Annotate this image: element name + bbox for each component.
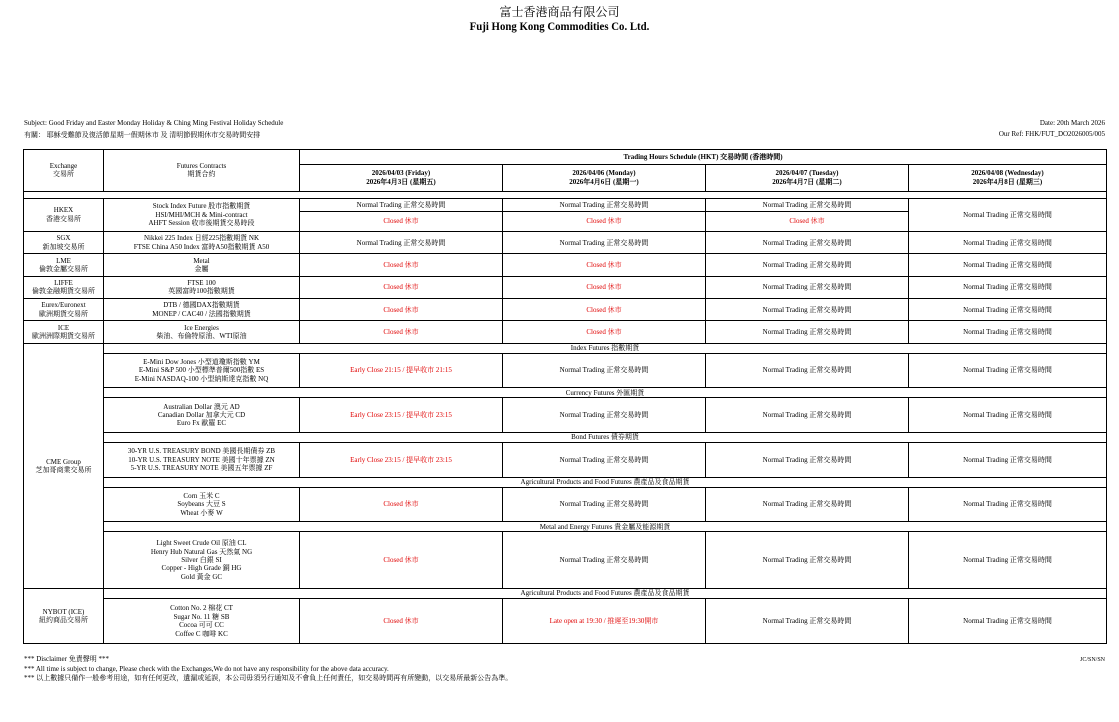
status-liffe-tue: Normal Trading 正常交易時間 [706,276,909,298]
status-lme-wed: Normal Trading 正常交易時間 [909,254,1107,276]
exchange-eurex: Eurex/Euronext 歐洲期貨交易所 [24,299,104,321]
section-row-cme-bond [24,432,1107,442]
exchange-lme: LME 倫敦金屬交易所 [24,254,104,276]
exchange-nybot: NYBOT (ICE) 紐約商品交易所 [24,589,104,644]
section-title: Index Futures 指數期貨 [104,343,1107,353]
section-title: Metal and Energy Futures 貴金屬及能源期貨 [104,522,1107,532]
status-lme-tue: Normal Trading 正常交易時間 [706,254,909,276]
contracts-nybot: Cotton No. 2 棉花 CT Sugar No. 11 糖 SB Cocoa 可可 CC Coffee C 咖啡 KC [104,599,300,644]
status-cme-bond-tue: Normal Trading 正常交易時間 [706,443,909,477]
day-header-tue: 2026/04/07 (Tuesday) 2026年4月7日 (星期二) [706,165,909,191]
contracts-cme-index: E-Mini Dow Jones 小型道瓊斯指數 YM E-Mini S&P 500 小型標準普爾500指數 ES E-Mini NASDAQ-100 小型納斯達克指數 NQ [104,353,300,387]
status-nybot-fri: Closed 休市 [300,599,503,644]
table-row-cme-agri [24,487,1107,521]
table-row-eurex [24,299,1107,321]
contracts-hkex: Stock Index Future 股市指數期貨 HSI/MHI/MCH & Mini-contract AHFT Session 收市後期貨交易時段 [104,198,300,231]
table-row-liffe [24,276,1107,298]
section-row-cme-index [24,343,1107,353]
subject-cn: 有關： 耶穌受難節及復活節星期一假期休市 及 清明節假期休市交易時間安排 [24,131,261,139]
section-row-cme-currency [24,388,1107,398]
disclaimer-en: *** All time is subject to change, Please check with the Exchanges,We do not have any responsibility for the above data accuracy. [24,664,389,673]
contracts-liffe: FTSE 100 英國富時100指數期貨 [104,276,300,298]
status-hkex-tue-normal: Normal Trading 正常交易時間 [706,198,909,211]
status-eurex-fri: Closed 休市 [300,299,503,321]
status-cme-currency-mon: Normal Trading 正常交易時間 [503,398,706,432]
document-date: Date: 20th March 2026 [1039,119,1105,127]
status-cme-index-mon: Normal Trading 正常交易時間 [503,353,706,387]
section-title: Currency Futures 外匯期貨 [104,388,1107,398]
contracts-cme-currency: Australian Dollar 澳元 AD Canadian Dollar 加拿大元 CD Euro Fx 歐羅 EC [104,398,300,432]
subject-en: Subject: Good Friday and Easter Monday Holiday & Ching Ming Festival Holiday Schedule [24,119,284,127]
table-row-sgx [24,232,1107,254]
section-row-cme-metal [24,522,1107,532]
status-hkex-mon-closed: Closed 休市 [503,211,706,231]
table-row-cme-currency [24,398,1107,432]
status-cme-agri-mon: Normal Trading 正常交易時間 [503,487,706,521]
status-cme-agri-tue: Normal Trading 正常交易時間 [706,487,909,521]
status-cme-currency-tue: Normal Trading 正常交易時間 [706,398,909,432]
exchange-liffe: LIFFE 倫敦金融期貨交易所 [24,276,104,298]
status-hkex-fri-normal: Normal Trading 正常交易時間 [300,198,503,211]
status-eurex-wed: Normal Trading 正常交易時間 [909,299,1107,321]
status-cme-currency-fri: Early Close 23:15 / 提早收市 23:15 [300,398,503,432]
schedule-header: Trading Hours Schedule (HKT) 交易時間 (香港時間) [300,150,1107,165]
status-nybot-wed: Normal Trading 正常交易時間 [909,599,1107,644]
exchange-ice: ICE 歐洲洲際期貨交易所 [24,321,104,343]
status-ice-wed: Normal Trading 正常交易時間 [909,321,1107,343]
contracts-cme-bond: 30-YR U.S. TREASURY BOND 美國長期債券 ZB 10-YR U.S. TREASURY NOTE 美國十年票據 ZN 5-YR U.S. TREASURY NOTE 美國五年票據 ZF [104,443,300,477]
status-ice-mon: Closed 休市 [503,321,706,343]
status-cme-bond-wed: Normal Trading 正常交易時間 [909,443,1107,477]
section-row-nybot [24,589,1107,599]
table-row-cme-index [24,353,1107,387]
status-sgx-mon: Normal Trading 正常交易時間 [503,232,706,254]
section-title: Agricultural Products and Food Futures 農產品及食品期貨 [104,589,1107,599]
section-title: Agricultural Products and Food Futures 農產品及食品期貨 [104,477,1107,487]
status-hkex-wed: Normal Trading 正常交易時間 [909,198,1107,231]
table-row-cme-metal [24,532,1107,589]
status-eurex-tue: Normal Trading 正常交易時間 [706,299,909,321]
table-row-cme-bond [24,443,1107,477]
status-cme-metal-tue: Normal Trading 正常交易時間 [706,532,909,589]
document-code: JC/SN/SN [1079,657,1105,663]
exchange-sgx: SGX 新加坡交易所 [24,232,104,254]
status-hkex-fri-closed: Closed 休市 [300,211,503,231]
status-cme-currency-wed: Normal Trading 正常交易時間 [909,398,1107,432]
exchange-hkex: HKEX 香港交易所 [24,198,104,231]
status-eurex-mon: Closed 休市 [503,299,706,321]
day-header-fri: 2026/04/03 (Friday) 2026年4月3日 (星期五) [300,165,503,191]
exchange-header: Exchange 交易所 [24,150,104,192]
status-nybot-tue: Normal Trading 正常交易時間 [706,599,909,644]
contracts-eurex: DTB / 德國DAX指數期貨 MONEP / CAC40 / 法國指數期貨 [104,299,300,321]
trading-schedule-table [23,149,1107,644]
contracts-header: Futures Contracts 期貨合約 [104,150,300,192]
status-lme-mon: Closed 休市 [503,254,706,276]
table-row-ice [24,321,1107,343]
contracts-cme-metal: Light Sweet Crude Oil 原油 CL Henry Hub Natural Gas 天然氣 NG Silver 白銀 SI Copper - High Grade 銅 HG Gold 黃金 GC [104,532,300,589]
status-cme-agri-fri: Closed 休市 [300,487,503,521]
contracts-lme: Metal 金屬 [104,254,300,276]
status-ice-tue: Normal Trading 正常交易時間 [706,321,909,343]
status-liffe-mon: Closed 休市 [503,276,706,298]
status-cme-metal-wed: Normal Trading 正常交易時間 [909,532,1107,589]
status-liffe-fri: Closed 休市 [300,276,503,298]
exchange-cme: CME Group 芝加哥商業交易所 [24,343,104,588]
status-sgx-wed: Normal Trading 正常交易時間 [909,232,1107,254]
status-hkex-mon-normal: Normal Trading 正常交易時間 [503,198,706,211]
contracts-sgx: Nikkei 225 Index 日經225指數期貨 NK FTSE China A50 Index 富時A50指數期貨 A50 [104,232,300,254]
status-cme-index-tue: Normal Trading 正常交易時間 [706,353,909,387]
company-name-cn: 富士香港商品有限公司 [499,5,620,19]
contracts-ice: Ice Energies 柴油、布倫特原油、WTI原油 [104,321,300,343]
status-cme-bond-fri: Early Close 23:15 / 提早收市 23:15 [300,443,503,477]
disclaimer-title: *** Disclaimer 免責聲明 *** [24,655,109,663]
status-hkex-tue-closed: Closed 休市 [706,211,909,231]
day-header-mon: 2026/04/06 (Monday) 2026年4月6日 (星期一) [503,165,706,191]
day-header-wed: 2026/04/08 (Wednesday) 2026年4月8日 (星期三) [909,165,1107,191]
spacer-row [24,191,1107,198]
status-cme-index-wed: Normal Trading 正常交易時間 [909,353,1107,387]
status-cme-index-fri: Early Close 21:15 / 提早收市 21:15 [300,353,503,387]
table-row-hkex [24,198,1107,211]
section-row-cme-agri [24,477,1107,487]
status-lme-fri: Closed 休市 [300,254,503,276]
status-cme-metal-mon: Normal Trading 正常交易時間 [503,532,706,589]
table-row-nybot [24,599,1107,644]
company-name-en: Fuji Hong Kong Commodities Co. Ltd. [469,19,650,33]
status-liffe-wed: Normal Trading 正常交易時間 [909,276,1107,298]
table-row-lme [24,254,1107,276]
contracts-cme-agri: Corn 玉米 C Soybeans 大豆 S Wheat 小麥 W [104,487,300,521]
status-nybot-mon: Late open at 19:30 / 推遲至19:30開市 [503,599,706,644]
status-sgx-tue: Normal Trading 正常交易時間 [706,232,909,254]
section-title: Bond Futures 債券期貨 [104,432,1107,442]
status-cme-agri-wed: Normal Trading 正常交易時間 [909,487,1107,521]
reference-number: Our Ref: FHK/FUT_DO2026005/005 [998,130,1105,138]
status-ice-fri: Closed 休市 [300,321,503,343]
status-cme-metal-fri: Closed 休市 [300,532,503,589]
disclaimer [24,655,512,684]
disclaimer-cn: *** 以上數據只備作一般參考用途，如有任何更改，遺漏或延誤，本公司毋須另行通知及不會負上任何責任，如交易時間再有所變動，以交易所最新公告為準。 [24,674,513,683]
status-sgx-fri: Normal Trading 正常交易時間 [300,232,503,254]
status-cme-bond-mon: Normal Trading 正常交易時間 [503,443,706,477]
